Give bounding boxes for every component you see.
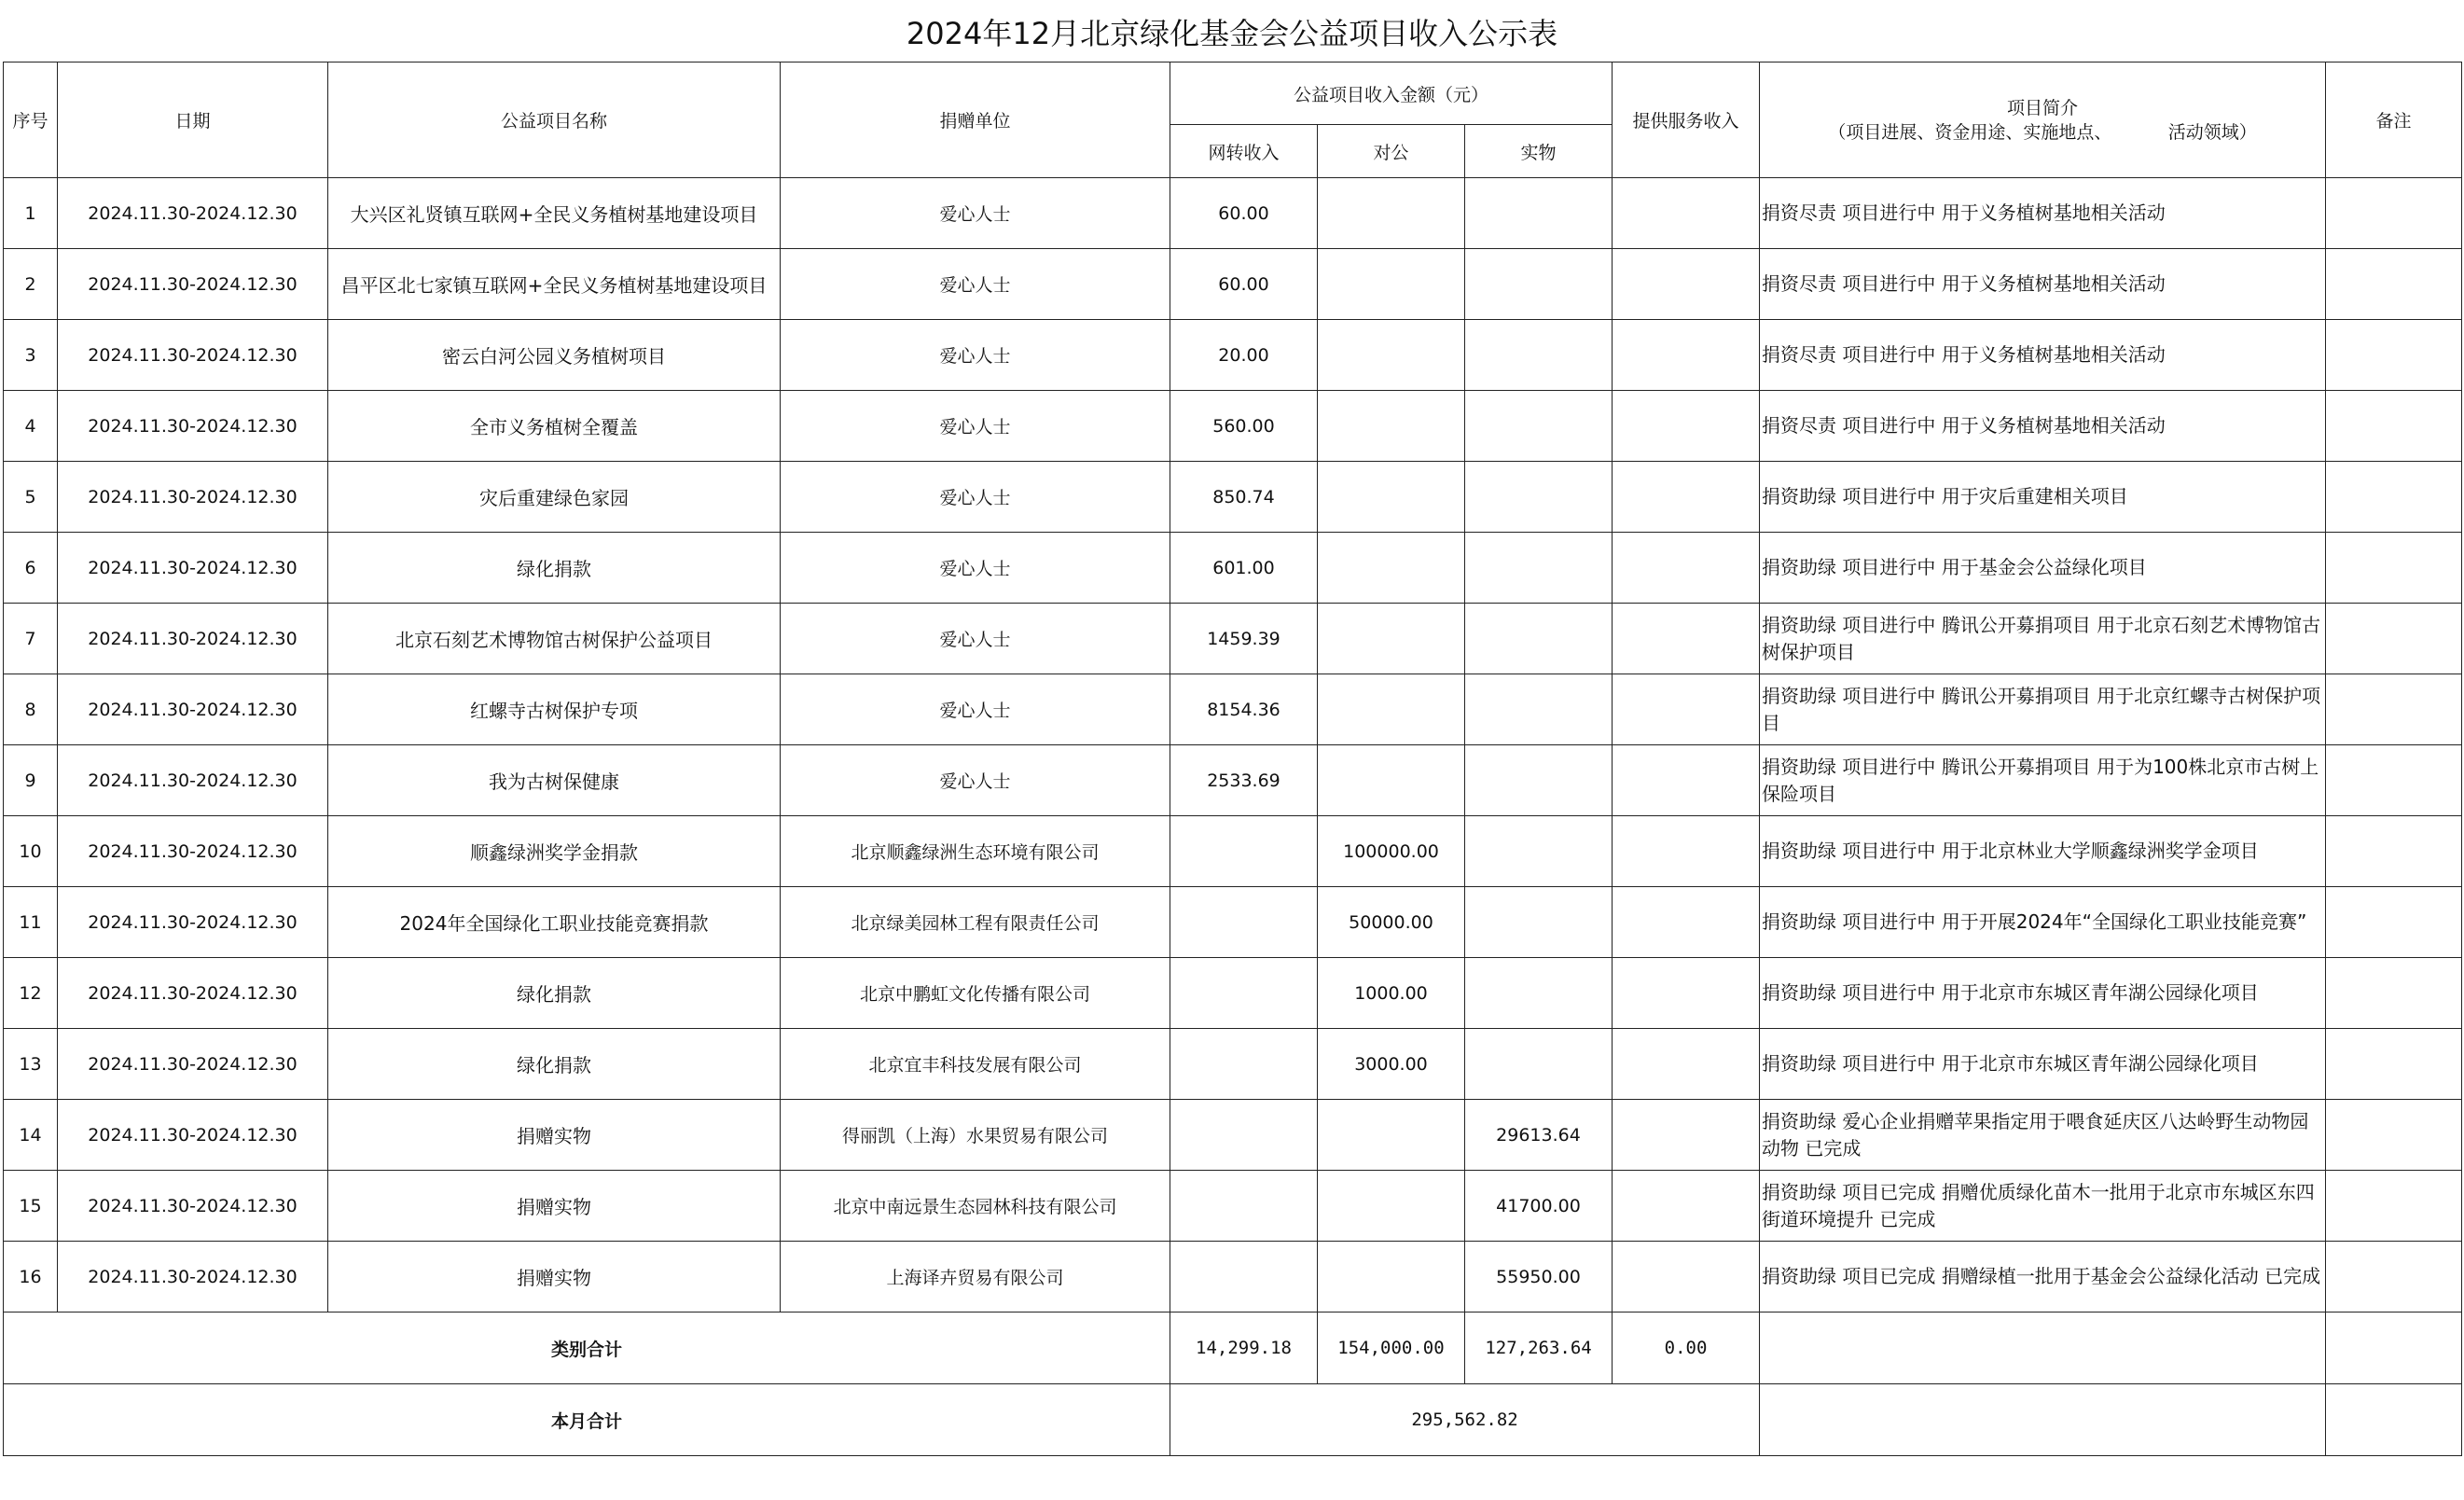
cell-remark: [2326, 533, 2462, 604]
cell-service: [1613, 1029, 1760, 1100]
cell-remark: [2326, 391, 2462, 462]
cell-description: 捐资尽责 项目进行中 用于义务植树基地相关活动: [1760, 391, 2326, 462]
table-row: [4, 462, 2462, 533]
cell-description: 捐资尽责 项目进行中 用于义务植树基地相关活动: [1760, 178, 2326, 249]
cell-service: [1613, 745, 1760, 816]
cell-donor: 爱心人士: [781, 745, 1170, 816]
cell-online: 60.00: [1170, 178, 1318, 249]
table-row: [4, 816, 2462, 887]
cell-in-kind: [1465, 391, 1613, 462]
cell-project: 捐赠实物: [328, 1100, 781, 1171]
cell-service: [1613, 816, 1760, 887]
cell-in-kind: [1465, 674, 1613, 745]
cell-corporate: [1318, 674, 1465, 745]
cell-description: 捐资尽责 项目进行中 用于义务植树基地相关活动: [1760, 249, 2326, 320]
cell-online: 2533.69: [1170, 745, 1318, 816]
cell-date: 2024.11.30-2024.12.30: [58, 1100, 328, 1171]
cell-online: [1170, 887, 1318, 958]
category-total-service: 0.00: [1613, 1312, 1760, 1384]
table-row: [4, 533, 2462, 604]
header-donor: 捐赠单位: [781, 62, 1170, 178]
cell-date: 2024.11.30-2024.12.30: [58, 887, 328, 958]
cell-online: 60.00: [1170, 249, 1318, 320]
header-amount-group: 公益项目收入金额（元）: [1170, 62, 1613, 125]
cell-remark: [2326, 816, 2462, 887]
month-total-row: [4, 1384, 2462, 1456]
cell-corporate: [1318, 745, 1465, 816]
cell-project: 全市义务植树全覆盖: [328, 391, 781, 462]
cell-service: [1613, 958, 1760, 1029]
cell-donor: 北京绿美园林工程有限责任公司: [781, 887, 1170, 958]
cell-date: 2024.11.30-2024.12.30: [58, 1242, 328, 1312]
header-remark: 备注: [2326, 62, 2462, 178]
cell-donor: 爱心人士: [781, 320, 1170, 391]
cell-description: 捐资助绿 项目进行中 用于北京市东城区青年湖公园绿化项目: [1760, 958, 2326, 1029]
month-total-remark: [2326, 1384, 2462, 1456]
category-total-online: 14,299.18: [1170, 1312, 1318, 1384]
cell-donor: 爱心人士: [781, 391, 1170, 462]
cell-in-kind: [1465, 320, 1613, 391]
cell-service: [1613, 462, 1760, 533]
cell-corporate: [1318, 1242, 1465, 1312]
cell-online: [1170, 816, 1318, 887]
cell-description: 捐资助绿 项目进行中 用于基金会公益绿化项目: [1760, 533, 2326, 604]
header-service: 提供服务收入: [1613, 62, 1760, 178]
table-row: [4, 391, 2462, 462]
cell-service: [1613, 533, 1760, 604]
cell-service: [1613, 674, 1760, 745]
table-row: [4, 178, 2462, 249]
cell-corporate: [1318, 320, 1465, 391]
cell-description: 捐资助绿 爱心企业捐赠苹果指定用于喂食延庆区八达岭野生动物园动物 已完成: [1760, 1100, 2326, 1171]
cell-date: 2024.11.30-2024.12.30: [58, 816, 328, 887]
cell-online: 8154.36: [1170, 674, 1318, 745]
cell-service: [1613, 320, 1760, 391]
table-row: [4, 1100, 2462, 1171]
cell-corporate: 100000.00: [1318, 816, 1465, 887]
cell-online: 850.74: [1170, 462, 1318, 533]
month-total-label: 本月合计: [4, 1384, 1170, 1456]
cell-service: [1613, 887, 1760, 958]
month-total-desc: [1760, 1384, 2326, 1456]
cell-donor: 爱心人士: [781, 674, 1170, 745]
cell-in-kind: 29613.64: [1465, 1100, 1613, 1171]
table-row: [4, 1242, 2462, 1312]
cell-online: [1170, 1242, 1318, 1312]
cell-corporate: [1318, 249, 1465, 320]
cell-remark: [2326, 320, 2462, 391]
cell-project: 2024年全国绿化工职业技能竞赛捐款: [328, 887, 781, 958]
cell-remark: [2326, 1029, 2462, 1100]
header-row-1: [4, 62, 2462, 125]
cell-date: 2024.11.30-2024.12.30: [58, 533, 328, 604]
cell-project: 大兴区礼贤镇互联网+全民义务植树基地建设项目: [328, 178, 781, 249]
cell-remark: [2326, 462, 2462, 533]
cell-online: [1170, 1100, 1318, 1171]
cell-in-kind: 41700.00: [1465, 1171, 1613, 1242]
cell-description: 捐资助绿 项目进行中 腾讯公开募捐项目 用于为100株北京市古树上保险项目: [1760, 745, 2326, 816]
cell-seq: 16: [4, 1242, 58, 1312]
cell-corporate: [1318, 1100, 1465, 1171]
cell-date: 2024.11.30-2024.12.30: [58, 1171, 328, 1242]
table-row: [4, 674, 2462, 745]
cell-project: 红螺寺古树保护专项: [328, 674, 781, 745]
cell-seq: 11: [4, 887, 58, 958]
cell-description: 捐资助绿 项目进行中 用于北京林业大学顺鑫绿洲奖学金项目: [1760, 816, 2326, 887]
cell-project: 北京石刻艺术博物馆古树保护公益项目: [328, 604, 781, 674]
cell-project: 灾后重建绿色家园: [328, 462, 781, 533]
cell-in-kind: [1465, 816, 1613, 887]
cell-description: 捐资助绿 项目已完成 捐赠绿植一批用于基金会公益绿化活动 已完成: [1760, 1242, 2326, 1312]
cell-remark: [2326, 1242, 2462, 1312]
header-date: 日期: [58, 62, 328, 178]
cell-description: 捐资助绿 项目已完成 捐赠优质绿化苗木一批用于北京市东城区东四街道环境提升 已完成: [1760, 1171, 2326, 1242]
cell-donor: 北京宜丰科技发展有限公司: [781, 1029, 1170, 1100]
cell-in-kind: [1465, 745, 1613, 816]
cell-seq: 9: [4, 745, 58, 816]
cell-online: [1170, 1029, 1318, 1100]
header-in-kind: 实物: [1465, 125, 1613, 178]
cell-description: 捐资助绿 项目进行中 用于开展2024年“全国绿化工职业技能竞赛”: [1760, 887, 2326, 958]
cell-corporate: 3000.00: [1318, 1029, 1465, 1100]
cell-donor: 爱心人士: [781, 533, 1170, 604]
cell-service: [1613, 249, 1760, 320]
cell-service: [1613, 1100, 1760, 1171]
cell-description: 捐资尽责 项目进行中 用于义务植树基地相关活动: [1760, 320, 2326, 391]
cell-corporate: [1318, 391, 1465, 462]
table-row: [4, 958, 2462, 1029]
cell-project: 绿化捐款: [328, 533, 781, 604]
cell-description: 捐资助绿 项目进行中 腾讯公开募捐项目 用于北京石刻艺术博物馆古树保护项目: [1760, 604, 2326, 674]
page-title: 2024年12月北京绿化基金会公益项目收入公示表: [906, 16, 1558, 51]
header-seq: 序号: [4, 62, 58, 178]
cell-remark: [2326, 604, 2462, 674]
cell-date: 2024.11.30-2024.12.30: [58, 745, 328, 816]
header-description: [1760, 62, 2326, 178]
cell-corporate: 50000.00: [1318, 887, 1465, 958]
cell-date: 2024.11.30-2024.12.30: [58, 391, 328, 462]
cell-date: 2024.11.30-2024.12.30: [58, 462, 328, 533]
cell-service: [1613, 604, 1760, 674]
cell-online: 560.00: [1170, 391, 1318, 462]
cell-online: 1459.39: [1170, 604, 1318, 674]
cell-project: 绿化捐款: [328, 958, 781, 1029]
cell-in-kind: [1465, 462, 1613, 533]
cell-date: 2024.11.30-2024.12.30: [58, 604, 328, 674]
category-total-row: [4, 1312, 2462, 1384]
cell-date: 2024.11.30-2024.12.30: [58, 249, 328, 320]
header-online: 网转收入: [1170, 125, 1318, 178]
header-description-line2: （项目进展、资金用途、实施地点、 活动领域）: [1828, 121, 2257, 143]
cell-donor: 上海译卉贸易有限公司: [781, 1242, 1170, 1312]
cell-remark: [2326, 1100, 2462, 1171]
cell-remark: [2326, 958, 2462, 1029]
cell-project: 昌平区北七家镇互联网+全民义务植树基地建设项目: [328, 249, 781, 320]
cell-seq: 6: [4, 533, 58, 604]
cell-seq: 5: [4, 462, 58, 533]
cell-service: [1613, 1242, 1760, 1312]
cell-donor: 爱心人士: [781, 249, 1170, 320]
cell-online: [1170, 1171, 1318, 1242]
table-row: [4, 604, 2462, 674]
cell-in-kind: [1465, 249, 1613, 320]
month-total-value: 295,562.82: [1170, 1384, 1760, 1456]
cell-donor: 北京中鹏虹文化传播有限公司: [781, 958, 1170, 1029]
cell-corporate: 1000.00: [1318, 958, 1465, 1029]
cell-in-kind: [1465, 958, 1613, 1029]
category-total-label: 类别合计: [4, 1312, 1170, 1384]
cell-corporate: [1318, 178, 1465, 249]
cell-donor: 北京顺鑫绿洲生态环境有限公司: [781, 816, 1170, 887]
cell-project: 捐赠实物: [328, 1242, 781, 1312]
cell-seq: 14: [4, 1100, 58, 1171]
cell-seq: 10: [4, 816, 58, 887]
cell-project: 密云白河公园义务植树项目: [328, 320, 781, 391]
cell-in-kind: [1465, 604, 1613, 674]
table-row: [4, 249, 2462, 320]
table-row: [4, 320, 2462, 391]
cell-in-kind: [1465, 533, 1613, 604]
cell-in-kind: [1465, 178, 1613, 249]
cell-online: 601.00: [1170, 533, 1318, 604]
cell-description: 捐资助绿 项目进行中 腾讯公开募捐项目 用于北京红螺寺古树保护项目: [1760, 674, 2326, 745]
cell-seq: 4: [4, 391, 58, 462]
cell-in-kind: [1465, 887, 1613, 958]
cell-remark: [2326, 249, 2462, 320]
cell-donor: 得丽凯（上海）水果贸易有限公司: [781, 1100, 1170, 1171]
cell-service: [1613, 391, 1760, 462]
cell-corporate: [1318, 604, 1465, 674]
cell-remark: [2326, 745, 2462, 816]
cell-in-kind: 55950.00: [1465, 1242, 1613, 1312]
cell-project: 顺鑫绿洲奖学金捐款: [328, 816, 781, 887]
cell-date: 2024.11.30-2024.12.30: [58, 178, 328, 249]
table-row: [4, 745, 2462, 816]
table-row: [4, 887, 2462, 958]
cell-seq: 3: [4, 320, 58, 391]
cell-date: 2024.11.30-2024.12.30: [58, 958, 328, 1029]
header-corporate: 对公: [1318, 125, 1465, 178]
header-description-line1: 项目简介: [2007, 97, 2079, 118]
cell-remark: [2326, 1171, 2462, 1242]
cell-seq: 2: [4, 249, 58, 320]
cell-date: 2024.11.30-2024.12.30: [58, 674, 328, 745]
cell-corporate: [1318, 533, 1465, 604]
table-row: [4, 1171, 2462, 1242]
cell-project: 绿化捐款: [328, 1029, 781, 1100]
cell-project: 我为古树保健康: [328, 745, 781, 816]
header-project: 公益项目名称: [328, 62, 781, 178]
cell-service: [1613, 1171, 1760, 1242]
cell-seq: 13: [4, 1029, 58, 1100]
cell-donor: 爱心人士: [781, 604, 1170, 674]
cell-corporate: [1318, 462, 1465, 533]
cell-in-kind: [1465, 1029, 1613, 1100]
cell-seq: 1: [4, 178, 58, 249]
cell-donor: 爱心人士: [781, 178, 1170, 249]
cell-service: [1613, 178, 1760, 249]
cell-remark: [2326, 674, 2462, 745]
cell-online: 20.00: [1170, 320, 1318, 391]
cell-seq: 7: [4, 604, 58, 674]
cell-corporate: [1318, 1171, 1465, 1242]
category-total-in-kind: 127,263.64: [1465, 1312, 1613, 1384]
category-total-desc: [1760, 1312, 2326, 1384]
cell-donor: 爱心人士: [781, 462, 1170, 533]
cell-seq: 15: [4, 1171, 58, 1242]
cell-online: [1170, 958, 1318, 1029]
table-row: [4, 1029, 2462, 1100]
cell-seq: 8: [4, 674, 58, 745]
cell-remark: [2326, 178, 2462, 249]
category-total-remark: [2326, 1312, 2462, 1384]
category-total-corporate: 154,000.00: [1318, 1312, 1465, 1384]
cell-project: 捐赠实物: [328, 1171, 781, 1242]
cell-remark: [2326, 887, 2462, 958]
cell-date: 2024.11.30-2024.12.30: [58, 320, 328, 391]
cell-description: 捐资助绿 项目进行中 用于北京市东城区青年湖公园绿化项目: [1760, 1029, 2326, 1100]
cell-description: 捐资助绿 项目进行中 用于灾后重建相关项目: [1760, 462, 2326, 533]
cell-donor: 北京中南远景生态园林科技有限公司: [781, 1171, 1170, 1242]
cell-date: 2024.11.30-2024.12.30: [58, 1029, 328, 1100]
cell-seq: 12: [4, 958, 58, 1029]
income-table: [3, 62, 2462, 1456]
